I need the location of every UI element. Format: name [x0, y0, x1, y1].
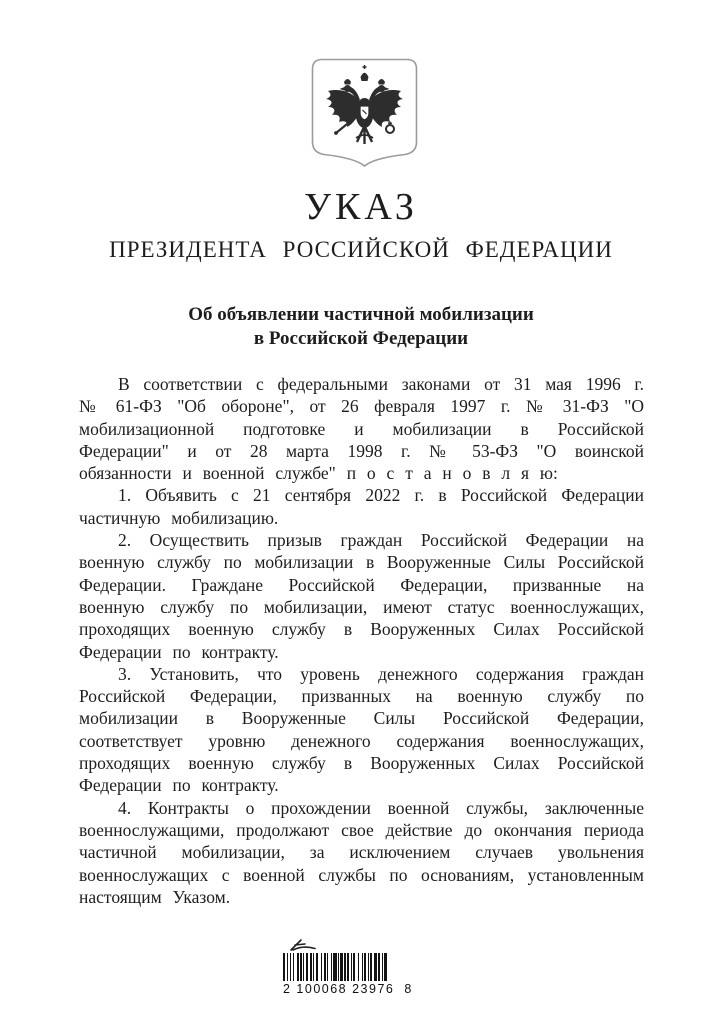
document-subject	[0, 303, 722, 350]
issuer-title: ПРЕЗИДЕНТА РОССИЙСКОЙ ФЕДЕРАЦИИ	[109, 237, 613, 262]
barcode-bar	[384, 953, 386, 981]
russian-coat-of-arms-icon	[311, 58, 418, 168]
decree-clause-3: 3. Установить, что уровень денежного содержания граждан Российской Федерации, призванных на военную службу по мобилизации в Вооруженные Силы Российской Федерации, соответствует уровню денежного содержания военнослужащих, проходящих военную службу в Вооруженных Силах Российской Федерации по контракту.	[79, 663, 644, 796]
subject-line-1: Об объявлении частичной мобилизации	[188, 304, 534, 325]
barcode-bars	[283, 953, 395, 981]
document-type-title: УКАЗ	[304, 186, 418, 228]
decree-clause-4: 4. Контракты о прохождении военной службы, заключенные военнослужащими, продолжают свое действие до окончания периода частичной мобилизации, за исключением случаев увольнения военнослужащих с военной службы по основаниям, установленным настоящим Указом.	[79, 797, 644, 907]
decree-clause-1: 1. Объявить с 21 сентября 2022 г. в Российской Федерации частичную мобилизацию.	[79, 485, 644, 528]
decree-body	[79, 373, 644, 908]
decree-preamble: В соответствии с федеральными законами от 31 мая 1996 г. № 61-ФЗ "Об обороне", от 26 февраля 1997 г. № 31-ФЗ "О мобилизационной подготовке и мобилизации в Российской Федерации" и от 28 марта 1998 г. № 53-ФЗ "О воинской обязанности и военной службе" п о с т а н о в л я ю:	[79, 374, 644, 484]
double-headed-eagle	[326, 65, 403, 144]
decree-clause-2: 2. Осуществить призыв граждан Российской Федерации на военную службу по мобилизации в Вооруженные Силы Российской Федерации. Граждане Российской Федерации, призванные на военную службу по мобилизации, имеют статус военнослужащих, проходящих военную службу в Вооруженных Силах Российской Федерации по контракту.	[79, 530, 644, 662]
barcode-digits: 2 100068 23976 8	[283, 982, 413, 996]
handwritten-mark-icon	[288, 937, 318, 952]
barcode-block	[283, 937, 413, 996]
subject-line-2: в Российской Федерации	[253, 327, 469, 349]
